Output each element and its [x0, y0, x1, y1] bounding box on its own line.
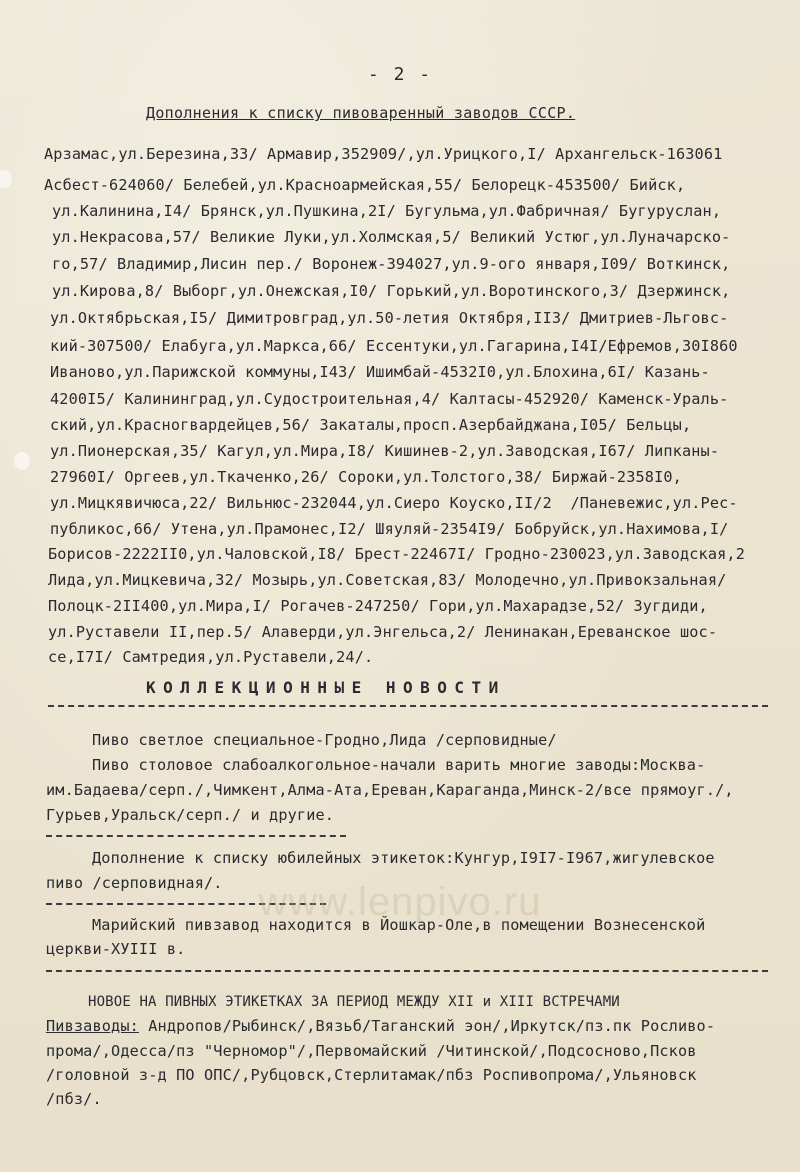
brewery-line: Полоцк-2II400,ул.Мира,I/ Рогачев-247250/ Гори,ул.Махарадзе,52/ Зугдиди,	[48, 597, 708, 615]
brewery-line: Борисов-2222II0,ул.Чаловской,I8/ Брест-22467I/ Гродно-230023,ул.Заводская,2	[48, 545, 746, 563]
section-title: КОЛЛЕКЦИОННЫЕ НОВОСТИ	[146, 678, 506, 697]
new-labels-line: /головной з-д ПО ОПС/,Рубцовск,Стерлитамак/пбз Роспивопрома/,Ульяновск	[46, 1066, 697, 1084]
news-line: Марийский пивзавод находится в Йошкар-Оле,в помещении Вознесенской	[92, 916, 706, 934]
document-heading: Дополнения к списку пивоваренный заводов СССР.	[146, 104, 576, 122]
brewery-line: публикос,66/ Утена,ул.Прамонес,I2/ Шяуляй-2354I9/ Бобруйск,ул.Нахимова,I/	[50, 520, 729, 538]
brewery-line: Асбест-624060/ Белебей,ул.Красноармейская,55/ Белорецк-453500/ Бийск,	[44, 176, 686, 194]
brewery-line: Арзамас,ул.Березина,33/ Армавир,352909/,ул.Урицкого,I/ Архангельск-163061	[44, 145, 723, 163]
punch-hole-middle	[14, 452, 30, 470]
new-labels-line	[46, 1019, 715, 1034]
brewery-line: го,57/ Владимир,Лисин пер./ Воронеж-394027,ул.9-ого января,I09/ Воткинск,	[52, 255, 731, 273]
news-line: им.Бадаева/серп./,Чимкент,Алма-Ата,Ереван,Караганда,Минск-2/все прямоуг./,	[46, 781, 734, 799]
brewery-line: ский,ул.Красногвардейцев,56/ Закаталы,просп.Азербайджана,I05/ Бельцы,	[50, 416, 692, 434]
brewery-line: ул.Руставели II,пер.5/ Алаверди,ул.Энгельса,2/ Ленинакан,Ереванское шос-	[48, 623, 718, 641]
new-labels-line: /пбз/.	[46, 1090, 102, 1108]
divider	[46, 970, 768, 972]
brewery-line: ул.Пионерская,35/ Кагул,ул.Мира,I8/ Кишинев-2,ул.Заводская,I67/ Липканы-	[50, 442, 720, 460]
brewery-line: се,I7I/ Самтредия,ул.Руставели,24/.	[48, 648, 374, 666]
news-line: Пиво столовое слабоалкогольное-начали варить многие заводы:Москва-	[92, 756, 706, 774]
divider	[46, 835, 346, 837]
brewery-line: Иваново,ул.Парижской коммуны,I43/ Ишимбай-4532I0,ул.Блохина,6I/ Казань-	[50, 363, 710, 381]
news-line: Гурьев,Уральск/серп./ и другие.	[46, 806, 335, 824]
brewery-line: ул.Мицкявичюса,22/ Вильнюс-232044,ул.Сиеро Коуско,II/2 /Паневежис,ул.Рес-	[50, 494, 738, 512]
punch-hole-top	[0, 170, 12, 188]
new-labels-line: прома/,Одесса/пз "Черномор"/,Первомайский /Читинской/,Подсосново,Псков	[46, 1042, 697, 1060]
breweries-label: Пивзаводы:	[46, 1017, 139, 1035]
news-line: церкви-XУIII в.	[46, 940, 186, 958]
divider	[48, 705, 768, 707]
new-labels-text: Андропов/Рыбинск/,Вязьб/Таганский эон/,Иркутск/пз.пк Росливо-	[138, 1017, 716, 1035]
brewery-line: ул.Октябрьская,I5/ Димитровград,ул.50-летия Октября,II3/ Дмитриев-Льговс-	[50, 309, 729, 327]
new-labels-title: НОВОЕ НА ПИВНЫХ ЭТИКЕТКАХ ЗА ПЕРИОД МЕЖДУ XII и XIII ВСТРЕЧАМИ	[88, 994, 620, 1010]
page-number: - 2 -	[367, 64, 433, 85]
news-line: Пиво светлое специальное-Гродно,Лида /серповидные/	[92, 731, 557, 749]
brewery-line: Лида,ул.Мицкевича,32/ Мозырь,ул.Советская,83/ Молодечно,ул.Привокзальная/	[48, 571, 727, 589]
brewery-line: 4200I5/ Калининград,ул.Судостроительная,4/ Калтасы-452920/ Каменск-Ураль-	[50, 390, 729, 408]
brewery-line: кий-307500/ Елабуга,ул.Маркса,66/ Ессентуки,ул.Гагарина,I4I/Ефремов,30I860	[50, 337, 738, 355]
brewery-line: ул.Кирова,8/ Выборг,ул.Онежская,I0/ Горький,ул.Воротинского,3/ Дзержинск,	[52, 282, 731, 300]
watermark: www.lenpivo.ru	[258, 880, 542, 924]
brewery-line: ул.Калинина,I4/ Брянск,ул.Пушкина,2I/ Бугульма,ул.Фабричная/ Бугуруслан,	[52, 202, 722, 220]
news-line: Дополнение к списку юбилейных этикеток:Кунгур,I9I7-I967,жигулевское	[92, 849, 715, 867]
brewery-line: ул.Некрасова,57/ Великие Луки,ул.Холмская,5/ Великий Устюг,ул.Луначарско-	[52, 228, 731, 246]
news-line: пиво /серповидная/.	[46, 874, 223, 892]
brewery-line: 27960I/ Оргеев,ул.Ткаченко,26/ Сороки,ул.Толстого,38/ Биржай-2358I0,	[50, 468, 682, 486]
